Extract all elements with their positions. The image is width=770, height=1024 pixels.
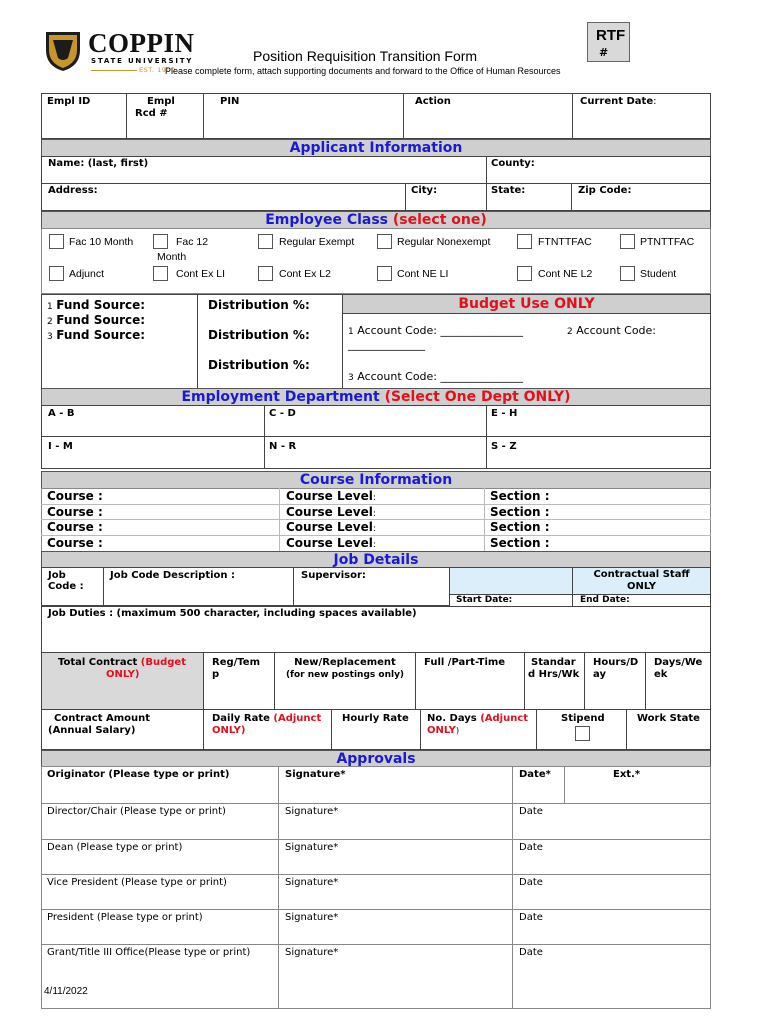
originator-date-label: Date* [519,769,551,780]
distribution-panel[interactable] [197,294,343,389]
dept-e-h-label: E - H [491,408,518,419]
form-title: Position Requisition Transition Form [253,48,478,64]
president-date-label: Date [519,912,543,923]
president-signature-label: Signature* [285,912,339,923]
state-field[interactable] [486,183,572,211]
class-student-label: Student [640,268,677,280]
logo-subtitle: STATE UNIVERSITY [91,57,194,65]
approval-row-president[interactable] [41,909,711,944]
form-instructions: Please complete form, attach supporting documents and forward to the Office of Human Resources [165,66,561,76]
empl-rcd-cell[interactable] [126,93,204,139]
daily-rate-label: Daily Rate (Adjunct [212,713,322,724]
course-label: Course : [47,520,103,534]
dept-c-d-label: C - D [269,408,296,419]
full-part-time-cell[interactable] [415,652,525,710]
county-field[interactable] [486,156,711,184]
grant-office-signature-label: Signature* [285,947,339,958]
hourly-rate-label: Hourly Rate [342,713,409,724]
hours-day-label-2: ay [593,669,606,680]
class-cont-ex-l1-checkbox[interactable] [153,266,168,281]
dean-date-label: Date [519,842,543,853]
class-cont-ex-l2-label: Cont Ex L2 [279,268,331,280]
class-regular-exempt-label: Regular Exempt [279,236,355,248]
logo-established: EST. 1900 [139,66,176,74]
dept-c-d-field[interactable] [264,405,487,437]
days-week-label-1: Days/We [654,657,703,668]
stipend-checkbox[interactable] [575,726,590,741]
rtf-hash: # [599,46,609,59]
hours-day-cell[interactable] [584,652,646,710]
no-days-cell[interactable] [420,709,537,750]
grant-office-label: Grant/Title III Office(Please type or print) [47,947,251,958]
start-date-label: Start Date: [456,595,513,605]
class-fac-12-month-checkbox[interactable] [153,234,168,249]
name-label: Name: (last, first) [48,158,149,169]
course-row-4[interactable] [41,535,711,551]
total-contract-label-2: ONLY) [106,669,140,680]
job-code-field[interactable] [41,567,104,606]
fund-source-panel[interactable] [41,294,198,389]
contractual-shaded-cell [449,567,573,595]
job-code-description-label: Job Code Description : [110,570,236,581]
reg-temp-label-1: Reg/Tem [212,657,260,668]
dept-e-h-field[interactable] [486,405,711,437]
director-label: Director/Chair (Please type or print) [47,806,226,817]
class-ptnttfac-label: PTNTTFAC [640,236,695,248]
account-code-1: 1 Account Code: _______________ [348,324,524,337]
class-cont-ne-l2-label: Cont NE L2 [538,268,593,280]
fund-source-1: 1 Fund Source: [47,298,146,312]
job-code-description-field[interactable] [103,567,294,606]
pin-label: PIN [220,96,240,107]
class-ftnttfac-label: FTNTTFAC [538,236,592,248]
originator-label: Originator (Please type or print) [47,769,230,780]
university-shield-logo [44,28,82,72]
job-duties-field[interactable] [41,606,711,653]
course-level-label: Course Level: [286,505,376,519]
course-row-3[interactable] [41,519,711,535]
approvals-divider-1 [278,766,279,1009]
new-replacement-cell[interactable] [274,652,416,710]
class-regular-nonexempt-checkbox[interactable] [377,234,392,249]
employee-class-heading: Employee Class (select one) [41,211,711,229]
logo-name: COPPIN [88,28,195,58]
account-code-3: 3 Account Code: _______________ [348,370,524,383]
work-state-label: Work State [637,713,700,724]
dept-a-b-field[interactable] [41,405,265,437]
daily-rate-cell[interactable] [203,709,332,750]
fund-source-2: 2 Fund Source: [47,313,146,327]
standard-hours-label-1: Standar [531,657,576,668]
stipend-label: Stipend [561,713,605,724]
pin-cell[interactable] [203,93,404,139]
action-label: Action [415,96,451,107]
class-adjunct-label: Adjunct [69,268,105,280]
section-label: Section : [490,489,550,503]
dept-n-r-field[interactable] [264,436,487,469]
class-cont-ne-l1-checkbox[interactable] [377,266,392,281]
course-level-label: Course Level: [286,520,376,534]
class-fac-12-month-label-cont: Month [157,251,187,263]
action-cell[interactable] [403,93,573,139]
section-label: Section : [490,520,550,534]
city-field[interactable] [405,183,487,211]
contract-amount-label-1: Contract Amount [54,713,151,724]
current-date-label: Current Date: [580,96,657,107]
contractual-staff-label-2: ONLY [627,581,656,592]
class-cont-ex-l1-label: Cont Ex LI [176,268,226,280]
reg-temp-label-2: p [212,669,220,680]
class-cont-ex-l2-checkbox[interactable] [258,266,273,281]
job-details-heading: Job Details [41,551,711,568]
director-date-label: Date [519,806,543,817]
work-state-cell[interactable] [626,709,711,750]
zip-field[interactable] [571,183,711,211]
city-label: City: [411,185,438,196]
dept-n-r-label: N - R [269,441,297,452]
course-level-label: Course Level: [286,489,376,503]
ext-divider [564,766,565,803]
class-cont-ne-l2-checkbox[interactable] [517,266,532,281]
director-signature-label: Signature* [285,806,339,817]
budget-use-label: Budget Use ONLY [458,296,595,312]
standard-hours-cell[interactable] [524,652,585,710]
no-days-label: No. Days (Adjunct [427,713,529,724]
daily-rate-label-2: ONLY) [212,725,246,736]
vice-president-date-label: Date [519,877,543,888]
course-row-1[interactable] [41,488,711,504]
grant-office-date-label: Date [519,947,543,958]
full-part-time-label: Full /Part-Time [424,657,506,668]
job-code-label-1: Job [48,570,66,581]
budget-use-header [342,294,711,314]
dept-s-z-label: S - Z [491,441,517,452]
class-fac-12-month-label: Fac 12 [176,236,209,248]
days-week-label-2: ek [654,669,668,680]
hours-day-label-1: Hours/D [593,657,639,668]
days-week-cell[interactable] [645,652,711,710]
vice-president-signature-label: Signature* [285,877,339,888]
class-student-checkbox[interactable] [620,266,635,281]
class-cont-ne-l1-label: Cont NE LI [397,268,449,280]
end-date-label: End Date: [580,595,630,605]
state-label: State: [491,185,526,196]
reg-temp-cell[interactable] [203,652,275,710]
empl-id-cell[interactable] [41,93,127,139]
approval-row-grant-office[interactable] [41,944,711,1008]
class-adjunct-checkbox[interactable] [49,266,64,281]
vice-president-label: Vice President (Please type or print) [47,877,227,888]
course-divider-2 [484,488,485,552]
class-ptnttfac-checkbox[interactable] [620,234,635,249]
originator-signature-label: Signature* [285,769,346,780]
dept-s-z-field[interactable] [486,436,711,469]
account-code-panel[interactable] [342,313,711,389]
footer-date: 4/11/2022 [44,986,88,997]
dept-i-m-field[interactable] [41,436,265,469]
current-date-cell[interactable] [572,93,711,139]
contract-amount-label-2: (Annual Salary) [48,725,136,736]
contractual-staff-label-1: Contractual Staff [593,569,690,580]
approval-row-dean[interactable] [41,839,711,874]
course-info-heading: Course Information [41,471,711,489]
class-ftnttfac-checkbox[interactable] [517,234,532,249]
account-code-1-line: ______________ [348,338,425,351]
class-regular-exempt-checkbox[interactable] [258,234,273,249]
applicant-info-heading: Applicant Information [41,139,711,157]
dept-a-b-label: A - B [48,408,75,419]
contractual-staff-cell [572,567,711,595]
job-code-label-2: Code : [48,581,84,592]
contract-amount-cell[interactable] [41,709,204,750]
employee-class-panel [41,228,711,294]
address-field[interactable] [41,183,406,211]
rtf-box [587,22,630,62]
total-contract-cell[interactable] [41,652,204,710]
supervisor-label: Supervisor: [301,570,366,581]
supervisor-field[interactable] [293,567,450,606]
name-field[interactable] [41,156,487,184]
hourly-rate-cell[interactable] [331,709,421,750]
approvals-heading: Approvals [41,750,711,767]
distribution-1-label: Distribution %: [208,298,310,312]
county-label: County: [491,158,535,169]
logo-rule [91,70,137,71]
empl-rcd-label-2: Rcd # [135,108,168,119]
distribution-2-label: Distribution %: [208,328,310,342]
empl-rcd-label-1: Empl [147,96,175,107]
course-divider-1 [279,488,280,552]
course-label: Course : [47,536,103,550]
approval-row-vice-president[interactable] [41,874,711,909]
course-level-label: Course Level: [286,536,376,550]
zip-label: Zip Code: [578,185,632,196]
distribution-3-label: Distribution %: [208,358,310,372]
standard-hours-label-2: d Hrs/Wk [528,669,580,680]
rtf-label: RTF [596,27,626,44]
class-fac-10-month-checkbox[interactable] [49,234,64,249]
total-contract-label: Total Contract (Budget [58,657,186,668]
course-rows [41,488,711,551]
originator-ext-label: Ext.* [613,769,641,780]
president-label: President (Please type or print) [47,912,203,923]
course-label: Course : [47,489,103,503]
course-row-2[interactable] [41,504,711,519]
section-label: Section : [490,505,550,519]
section-label: Section : [490,536,550,550]
class-fac-10-month-label: Fac 10 Month [69,236,134,248]
class-regular-nonexempt-label: Regular Nonexempt [397,236,491,248]
empl-id-label: Empl ID [47,96,91,107]
employment-department-heading: Employment Department (Select One Dept ONLY) [41,388,711,406]
course-label: Course : [47,505,103,519]
job-duties-label: Job Duties : (maximum 500 character, including spaces available) [48,608,417,619]
fund-source-3: 3 Fund Source: [47,328,146,342]
address-label: Address: [48,185,98,196]
stipend-cell [536,709,627,750]
account-code-2: 2 Account Code: [567,324,657,337]
approval-row-originator[interactable] [41,766,711,803]
new-replacement-label: New/Replacement [294,657,396,668]
dept-i-m-label: I - M [48,441,73,452]
dean-label: Dean (Please type or print) [47,842,183,853]
no-days-label-2: ONLY) [427,725,460,736]
approvals-divider-2 [512,766,513,1009]
approval-row-director[interactable] [41,803,711,839]
dean-signature-label: Signature* [285,842,339,853]
new-postings-label: (for new postings only) [285,670,405,680]
